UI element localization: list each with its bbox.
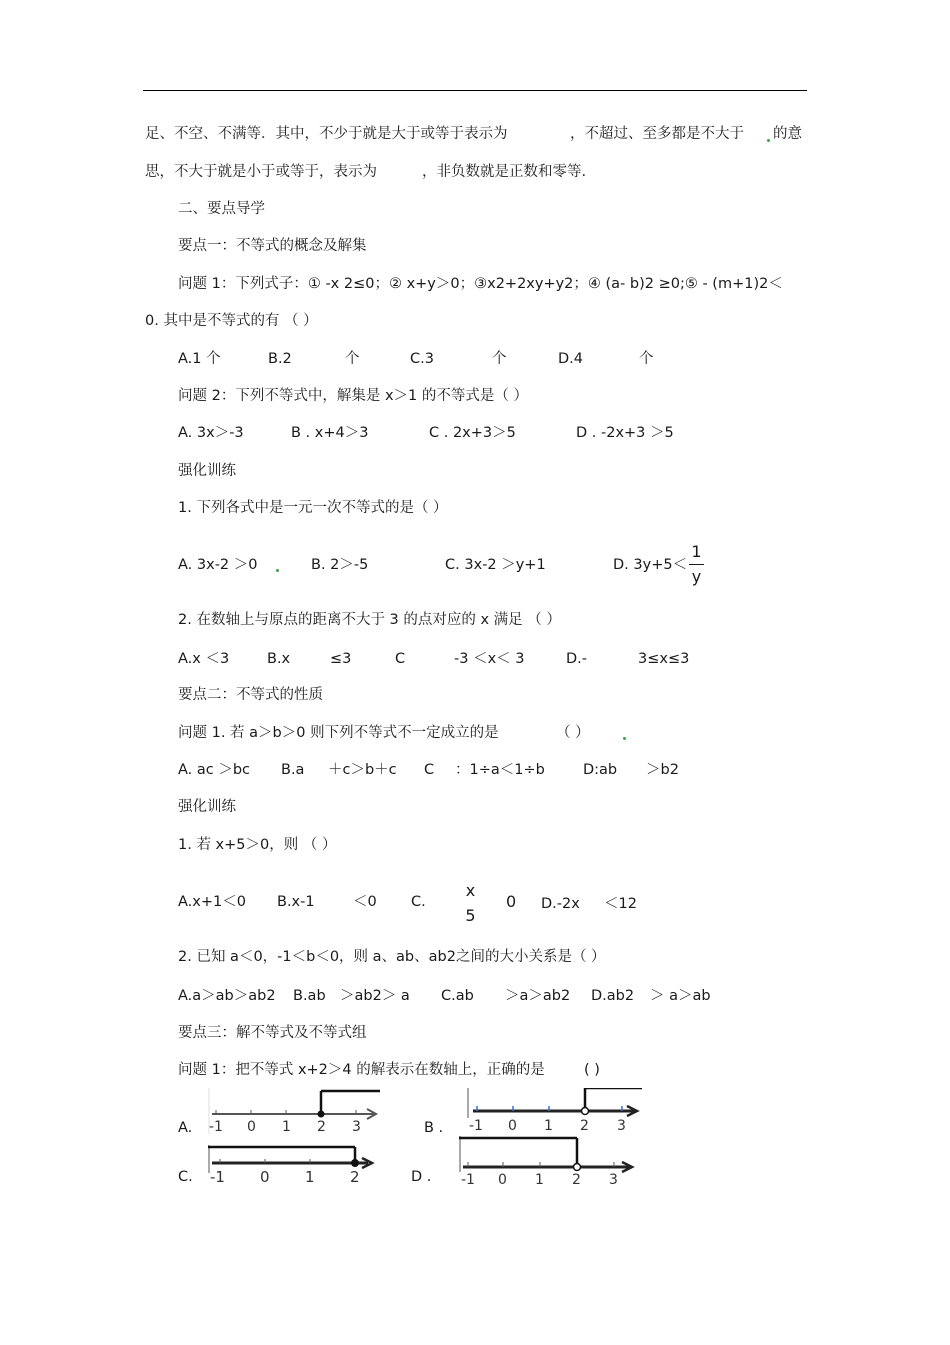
- tick-label: -1: [469, 1118, 483, 1134]
- tick-label: 2: [350, 1168, 360, 1185]
- option: C.3: [410, 351, 434, 367]
- number-line-b: [467, 1088, 642, 1134]
- option: C: [424, 762, 435, 778]
- option: B.2: [268, 351, 292, 367]
- option: ：1÷a＜1÷b: [455, 762, 545, 778]
- point1-d2-stem: 2. 在数轴上与原点的距离不大于 3 的点对应的 x 满足 （ ）: [178, 612, 561, 628]
- intro-line1-c: 的意: [773, 126, 802, 142]
- option: A.x+1＜0: [178, 894, 246, 910]
- fraction-denominator: 5: [465, 906, 476, 925]
- tick-label: 0: [508, 1118, 517, 1134]
- drill-title: 强化训练: [178, 463, 236, 479]
- option: B. 2＞-5: [311, 557, 369, 573]
- option: C . 2x+3＞5: [429, 425, 516, 441]
- tick-label: 1: [305, 1168, 315, 1185]
- number-line-a: [208, 1088, 380, 1134]
- option-label-a: A.: [178, 1120, 193, 1136]
- option: D . -2x+3 ＞5: [576, 425, 674, 441]
- section-title: 二、要点导学: [178, 201, 265, 217]
- option: B.a: [281, 762, 305, 778]
- option: B . x+4＞3: [291, 425, 369, 441]
- intro-line1-a: 足、不空、不满等．其中，不少于就是大于或等于表示为: [145, 126, 508, 142]
- tick-label: 1: [535, 1172, 544, 1186]
- closed-dot-icon: [318, 1111, 325, 1118]
- tick-label: -1: [461, 1172, 475, 1186]
- option: ＞ a＞ab: [650, 988, 711, 1004]
- option: ≤3: [330, 651, 352, 667]
- option: ＞ab2＞ a: [340, 988, 410, 1004]
- option: C. 3x-2 ＞y+1: [445, 557, 546, 573]
- point1-d1-stem: 1. 下列各式中是一元一次不等式的是（ ）: [178, 500, 448, 516]
- tick-label: 2: [572, 1172, 581, 1186]
- point2-q1-paren: （ ）: [556, 725, 590, 741]
- green-mark: [767, 139, 770, 142]
- drill-title: 强化训练: [178, 799, 236, 815]
- fraction-x-over-5: [463, 883, 478, 924]
- option: ＜0: [353, 894, 377, 910]
- tick-label: 3: [352, 1119, 361, 1134]
- fraction-bar: [689, 564, 704, 565]
- option-label-b: B .: [424, 1120, 444, 1136]
- option: 个: [492, 351, 507, 367]
- option: D.ab2: [591, 988, 635, 1004]
- option: ＞a＞ab2: [505, 988, 571, 1004]
- option: 3≤x≤3: [638, 651, 690, 667]
- green-mark: [276, 569, 279, 572]
- point3-title: 要点三：解不等式及不等式组: [178, 1025, 367, 1041]
- intro-line2-a: 思，不大于就是小于或等于，表示为: [145, 164, 377, 180]
- option: 0: [506, 892, 517, 911]
- option: C.ab: [441, 988, 474, 1004]
- point1-q2-stem: 问题 2：下列不等式中，解集是 x＞1 的不等式是（ ）: [178, 388, 528, 404]
- option: 个: [345, 351, 360, 367]
- option: ＞b2: [646, 762, 679, 778]
- option: A. ac ＞bc: [178, 762, 251, 778]
- intro-line1-b: ，不超过、至多都是不大于: [570, 126, 744, 142]
- tick-label: -1: [210, 1168, 225, 1185]
- tick-label: 2: [317, 1119, 326, 1134]
- option: B.x: [267, 651, 291, 667]
- closed-dot-icon: [351, 1159, 359, 1167]
- point2-q1-stem: 问题 1. 若 a＞b＞0 则下列不等式不一定成立的是: [178, 725, 499, 741]
- option: B.x-1: [277, 894, 315, 910]
- fraction-numerator: x: [465, 881, 476, 900]
- tick-label: 3: [609, 1172, 618, 1186]
- option: ＜12: [604, 896, 637, 912]
- option-label-c: C.: [178, 1169, 193, 1185]
- option: ＋c＞b＋c: [328, 762, 397, 778]
- tick-label: 0: [498, 1172, 507, 1186]
- option: A.1 个: [178, 351, 221, 367]
- tick-label: 1: [544, 1118, 553, 1134]
- option: C.: [411, 894, 426, 910]
- point3-q1-stem: 问题 1：把不等式 x+2＞4 的解表示在数轴上，正确的是: [178, 1062, 545, 1078]
- option-label-d: D .: [411, 1169, 432, 1185]
- number-line-c: [208, 1145, 378, 1185]
- option: C: [395, 651, 406, 667]
- point2-d1-stem: 1. 若 x+5＞0，则 （ ）: [178, 837, 337, 853]
- option: D.4: [558, 351, 583, 367]
- tick-label: 0: [260, 1168, 270, 1185]
- green-mark: [623, 737, 626, 740]
- point2-d2-stem: 2. 已知 a＜0，-1＜b＜0，则 a、ab、ab2之间的大小关系是（ ）: [178, 949, 606, 965]
- point2-title: 要点二：不等式的性质: [178, 687, 323, 703]
- tick-label: 2: [580, 1118, 589, 1134]
- tick-label: 3: [617, 1118, 626, 1134]
- intro-line2-b: ，非负数就是正数和零等.: [422, 164, 587, 180]
- fraction-bar: [463, 903, 478, 904]
- option: A. 3x-2 ＞0: [178, 557, 258, 573]
- option: D:ab: [583, 762, 618, 778]
- point1-q1-line1: 问题 1：下列式子：① -x 2≤0；② x+y＞0；③x2+2xy+y2；④ (a- b)2 ≥0;⑤ - (m+1)2＜: [178, 276, 783, 292]
- option: D. 3y+5＜: [613, 557, 688, 573]
- option: D.-2x: [541, 896, 580, 912]
- tick-label: -1: [209, 1119, 223, 1134]
- option: A.x ＜3: [178, 651, 230, 667]
- point1-title: 要点一：不等式的概念及解集: [178, 238, 367, 254]
- header-rule: [143, 90, 807, 91]
- point3-q1-paren: ( ): [584, 1062, 600, 1078]
- option: 个: [639, 351, 654, 367]
- open-dot-icon: [574, 1164, 581, 1171]
- option: D.-: [566, 651, 588, 667]
- fraction-numerator: 1: [691, 542, 702, 561]
- number-line-d: [459, 1136, 635, 1186]
- tick-label: 1: [282, 1119, 291, 1134]
- option: A.a＞ab＞ab2: [178, 988, 276, 1004]
- fraction-one-over-y: [689, 544, 704, 585]
- option: -3 ＜x＜ 3: [454, 651, 525, 667]
- option: B.ab: [293, 988, 326, 1004]
- open-dot-icon: [582, 1108, 589, 1115]
- fraction-denominator: y: [691, 567, 702, 586]
- point1-q1-line2: 0. 其中是不等式的有 （ ）: [145, 313, 318, 329]
- tick-label: 0: [247, 1119, 256, 1134]
- option: A. 3x＞-3: [178, 425, 244, 441]
